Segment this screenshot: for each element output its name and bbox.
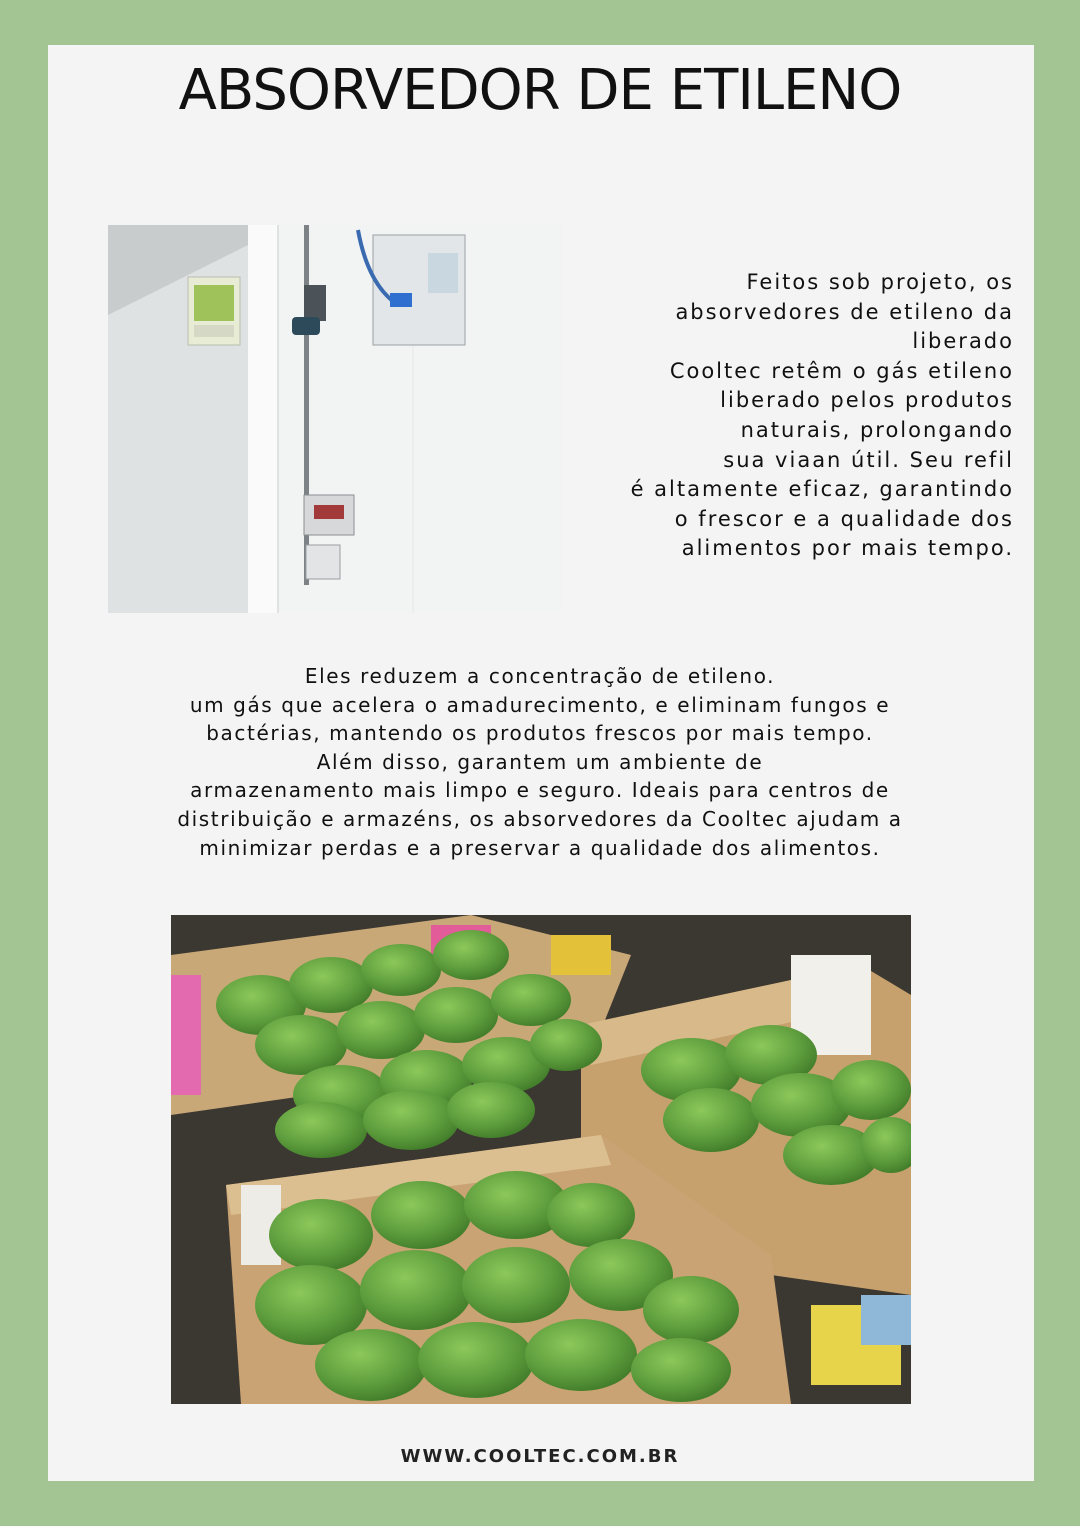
website-url[interactable]: WWW.COOLTEC.COM.BR bbox=[400, 1446, 680, 1467]
avocado-crates-photo bbox=[171, 915, 911, 1404]
page-title: ABSORVEDOR DE ETILENO bbox=[178, 58, 902, 123]
benefits-paragraph: Eles reduzem a concentração de etileno. um gás que acelera o amadurecimento, e eliminam fungos e bactérias, mantendo os produtos frescos por mais tempo. Além disso, garantem um ambiente de armazenamento mais limpo e seguro. Ideais para centros de distribuição e armazéns, os absorvedores da Cooltec ajudam a minimizar perdas e a preservar a qualidade dos alimentos. bbox=[177, 664, 903, 860]
intro-paragraph: Feitos sob projeto, os absorvedores de etileno da liberado Cooltec retêm o gás etileno liberado pelos produtos naturais, prolongando sua viaan útil. Seu refil é altamente eficaz, garantindo o frescor e a qualidade dos alimentos por mais tempo. bbox=[630, 270, 1014, 561]
cold-room-absorber-photo bbox=[108, 225, 562, 613]
